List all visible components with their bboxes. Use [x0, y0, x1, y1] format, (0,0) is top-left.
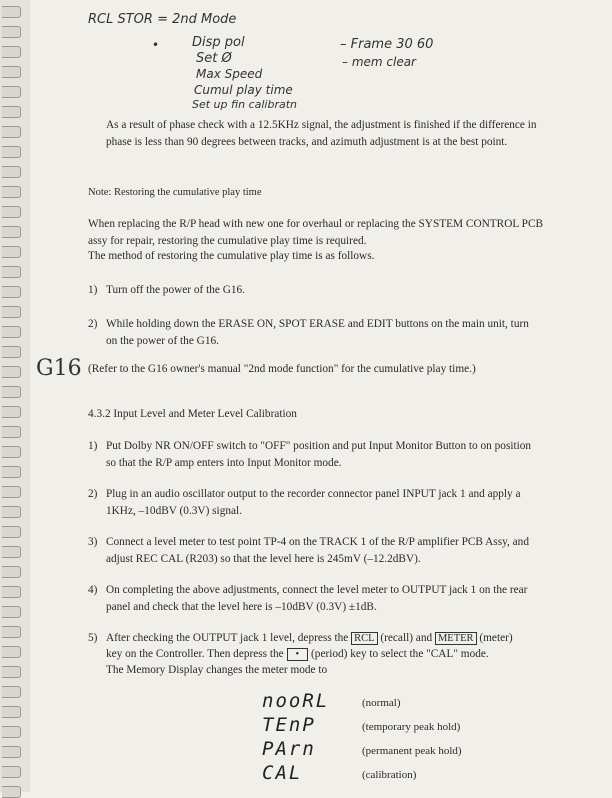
binding-ring	[2, 186, 21, 198]
note-reference: (Refer to the G16 owner's manual "2nd mode function" for the cumulative play time.)	[88, 363, 476, 375]
binding-ring	[2, 266, 21, 278]
note-method: The method of restoring the cumulative play time is as follows.	[88, 250, 375, 262]
binding-ring	[2, 646, 21, 658]
binding-ring	[2, 586, 21, 598]
binding-ring	[2, 246, 21, 258]
note-title: Note: Restoring the cumulative play time	[88, 187, 262, 198]
section-title: 4.3.2 Input Level and Meter Level Calibration	[88, 408, 297, 420]
handwritten-list-item: Set up fin calibratn	[192, 98, 298, 111]
mode-display: nooRL	[262, 690, 330, 712]
note-step-text: While holding down the ERASE ON, SPOT ERASE and EDIT buttons on the main unit, turn on the power of the G16.	[106, 318, 529, 347]
binding-ring	[2, 86, 21, 98]
binding-ring	[2, 286, 21, 298]
binding-ring	[2, 466, 21, 478]
binding-ring	[2, 306, 21, 318]
binding-ring	[2, 726, 21, 738]
binding-ring	[2, 66, 21, 78]
step5-line3: The Memory Display changes the meter mode to	[106, 664, 328, 676]
binding-ring	[2, 126, 21, 138]
handwritten-g16-mark: G16	[36, 356, 82, 381]
mode-display: TEnP	[262, 714, 316, 736]
binding-ring	[2, 666, 21, 678]
step5-text: (meter)	[479, 632, 513, 644]
binding-ring	[2, 206, 21, 218]
binding-ring	[2, 146, 21, 158]
binding-ring	[2, 226, 21, 238]
binding-ring	[2, 166, 21, 178]
mode-display: CAL	[262, 762, 303, 784]
section-step-number: 5)	[88, 632, 98, 644]
binding-ring	[2, 346, 21, 358]
binding-ring	[2, 506, 21, 518]
step5-text: After checking the OUTPUT jack 1 level, depress the	[106, 632, 349, 644]
binding-ring	[2, 626, 21, 638]
binding-ring	[2, 486, 21, 498]
section-step-number: 1)	[88, 440, 98, 452]
binding-ring	[2, 26, 21, 38]
step5-text: (recall) and	[380, 632, 433, 644]
step5-line1	[106, 630, 513, 647]
handwritten-side-note: – Frame 30 60	[340, 37, 434, 52]
section-step-text: Connect a level meter to test point TP-4 on the TRACK 1 of the R/P amplifier PCB Assy, and adjust REC CAL (R203) so that the level here is 245mV (–12.2dBV).	[106, 536, 529, 565]
meter-key-box: METER	[435, 632, 477, 645]
mode-display: PArn	[262, 738, 316, 760]
binding-ring	[2, 386, 21, 398]
note-body: When replacing the R/P head with new one for overhaul or replacing the SYSTEM CONTROL PCB assy for repair, restoring the cumulative play time is required.	[88, 218, 544, 247]
binding-ring	[2, 786, 21, 798]
binding-ring	[2, 546, 21, 558]
binding-ring	[2, 686, 21, 698]
section-step-number: 4)	[88, 584, 98, 596]
mode-label: (temporary peak hold)	[362, 721, 461, 733]
binding-ring	[2, 6, 21, 18]
binding-ring	[2, 426, 21, 438]
section-step-number: 2)	[88, 488, 98, 500]
mode-label: (permanent peak hold)	[362, 745, 462, 757]
note-step-number: 1)	[88, 284, 98, 296]
binding-ring	[2, 526, 21, 538]
binding-ring	[2, 446, 21, 458]
section-step-text: Put Dolby NR ON/OFF switch to "OFF" position and put Input Monitor Button to on position so that the R/P amp enters into Input Monitor mode.	[106, 440, 532, 469]
rcl-key-box: RCL	[351, 632, 377, 645]
handwritten-rcl-stor: RCL STOR = 2nd Mode	[88, 12, 237, 27]
handwritten-list-item: Max Speed	[196, 67, 263, 81]
binding-ring	[2, 766, 21, 778]
binding-ring	[2, 366, 21, 378]
note-step-text: Turn off the power of the G16.	[106, 284, 245, 296]
handwritten-list-item: Cumul play time	[194, 83, 293, 97]
mode-label: (calibration)	[362, 769, 417, 781]
binding-ring	[2, 326, 21, 338]
handwritten-side-note: – mem clear	[342, 55, 416, 69]
intro-paragraph: As a result of phase check with a 12.5KHz signal, the adjustment is finished if the difference in phase is less than 90 degrees between tracks, and azimuth adjustment is at the best point.	[106, 119, 537, 148]
handwritten-list-item: Disp pol	[192, 35, 245, 50]
section-step-text: Plug in an audio oscillator output to the recorder connector panel INPUT jack 1 and apply a 1KHz, –10dBV (0.3V) signal.	[106, 488, 521, 517]
period-key-box: •	[287, 648, 309, 661]
binding-ring	[2, 746, 21, 758]
step5-text: key on the Controller. Then depress the	[106, 648, 284, 660]
binding-ring	[2, 46, 21, 58]
handwritten-bullet: •	[152, 38, 160, 52]
binding-ring	[2, 706, 21, 718]
handwritten-list-item: Set Ø	[196, 51, 232, 66]
section-step-text: On completing the above adjustments, connect the level meter to OUTPUT jack 1 on the rear panel and check that the level here is –10dBV (0.3V) ±1dB.	[106, 584, 528, 613]
section-step-number: 3)	[88, 536, 98, 548]
binding-ring	[2, 606, 21, 618]
note-step-number: 2)	[88, 318, 98, 330]
step5-line2	[106, 646, 489, 663]
binding-ring	[2, 106, 21, 118]
step5-text: (period) key to select the "CAL" mode.	[311, 648, 489, 660]
mode-label: (normal)	[362, 697, 401, 709]
binding-ring	[2, 406, 21, 418]
binding-ring	[2, 566, 21, 578]
